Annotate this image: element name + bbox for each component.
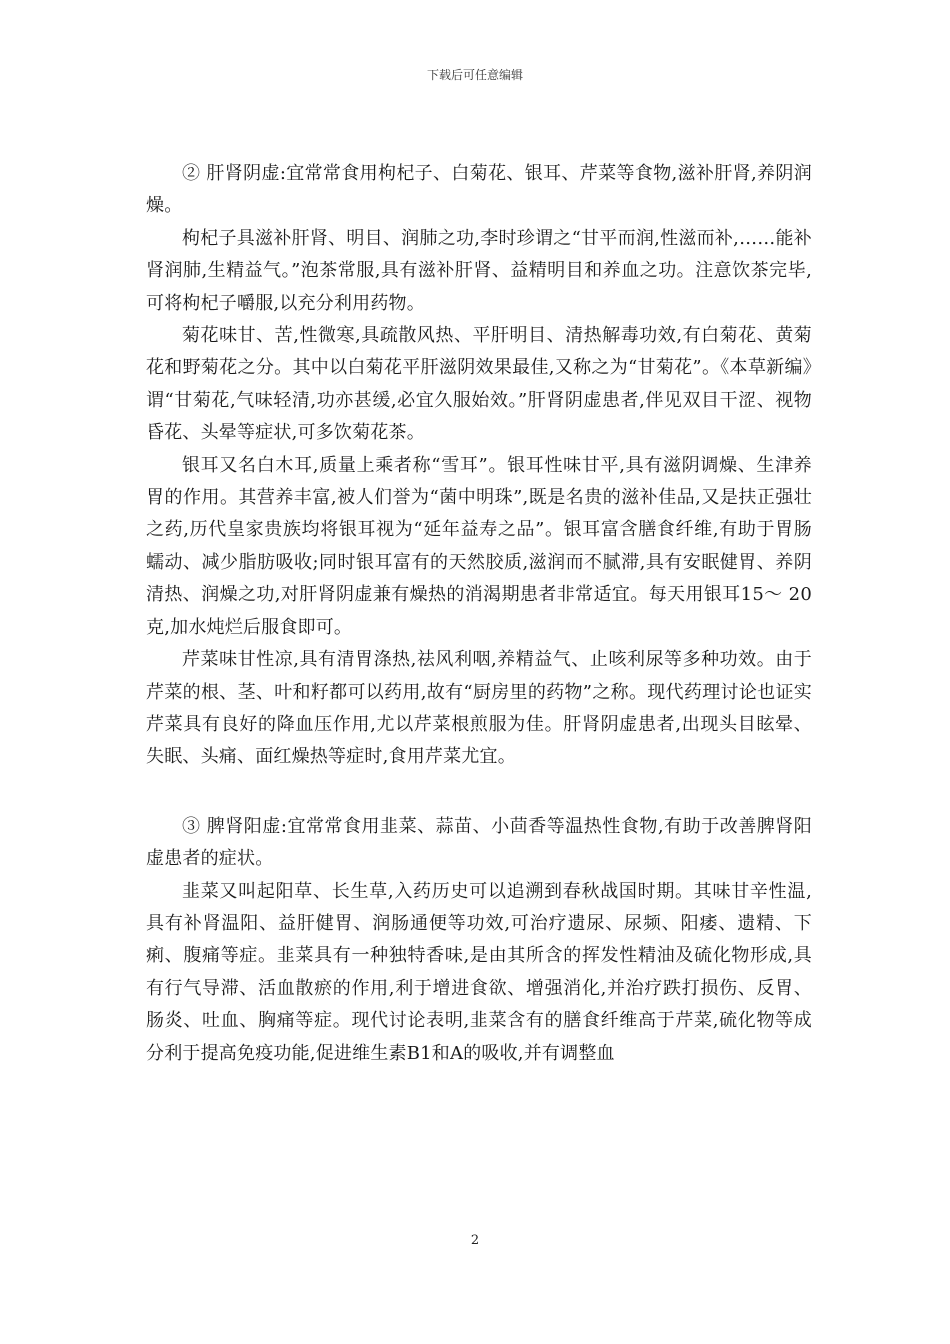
paragraph-celery: 芹菜味甘性凉,具有清胃涤热,祛风利咽,养精益气、止咳利尿等多种功效。由于芹菜的根、茎、叶和籽都可以药用,故有“厨房里的药物”之称。现代药理讨论也证实芹菜具有良好的降血压作用,尤以芹菜根煎服为佳。肝肾阴虚患者,出现头目眩晕、失眠、头痛、面红燥热等症时,食用芹菜尤宜。 bbox=[146, 649, 812, 768]
paragraph-heading-liver-kidney-yin: ② 肝肾阴虚:宜常常食用枸杞子、白菊花、银耳、芹菜等食物,滋补肝肾,养阴润燥。 bbox=[146, 163, 812, 217]
section-spleen-kidney-yang bbox=[146, 811, 812, 1070]
paragraph-heading-spleen-kidney-yang: ③ 脾肾阳虚:宜常常食用韭菜、蒜苗、小茴香等温热性食物,有助于改善脾肾阳虚患者的症状。 bbox=[146, 815, 812, 870]
document-body bbox=[146, 158, 812, 1070]
paragraph-white-fungus: 银耳又名白木耳,质量上乘者称“雪耳”。银耳性味甘平,具有滋阴调燥、生津养胃的作用。其营养丰富,被人们誉为“菌中明珠”,既是名贵的滋补佳品,又是扶正强壮之药,历代皇家贵族均将银耳视为“延年益寿之品”。银耳富含膳食纤维,有助于胃肠蠕动、减少脂肪吸收;同时银耳富有的天然胶质,滋润而不腻滞,具有安眠健胃、养阴清热、润燥之功,对肝肾阴虚兼有燥热的消渴期患者非常适宜。每天用银耳15～ 20克,加水炖烂后服食即可。 bbox=[146, 454, 812, 638]
page-number: 2 bbox=[470, 1233, 480, 1248]
page-header: 下载后可任意编辑 bbox=[426, 68, 523, 82]
section-liver-kidney-yin bbox=[146, 158, 812, 774]
paragraph-wolfberry: 枸杞子具滋补肝肾、明目、润肺之功,李时珍谓之“甘平而润,性滋而补,……能补肾润肺,生精益气。”泡茶常服,具有滋补肝肾、益精明目和养血之功。注意饮茶完毕,可将枸杞子嚼服,以充分利用药物。 bbox=[146, 227, 812, 314]
paragraph-chinese-chives: 韭菜又叫起阳草、长生草,入药历史可以追溯到春秋战国时期。其味甘辛性温,具有补肾温阳、益肝健胃、润肠通便等功效,可治疗遗尿、尿频、阳痿、遗精、下痢、腹痛等症。韭菜具有一种独特香味,是由其所含的挥发性精油及硫化物形成,具有行气导滞、活血散瘀的作用,利于增进食欲、增强消化,并治疗跌打损伤、反胃、肠炎、吐血、胸痛等症。现代讨论表明,韭菜含有的膳食纤维高于芹菜,硫化物等成分利于提高免疫功能,促进维生素B1和A的吸收,并有调整血 bbox=[146, 880, 812, 1064]
section-spacer bbox=[146, 774, 812, 811]
paragraph-chrysanthemum: 菊花味甘、苦,性微寒,具疏散风热、平肝明目、清热解毒功效,有白菊花、黄菊花和野菊花之分。其中以白菊花平肝滋阴效果最佳,又称之为“甘菊花”。《本草新编》谓“甘菊花,气味轻清,功亦甚缓,必宜久服始效。”肝肾阴虚患者,伴见双目干涩、视物昏花、头晕等症状,可多饮菊花茶。 bbox=[146, 325, 812, 444]
